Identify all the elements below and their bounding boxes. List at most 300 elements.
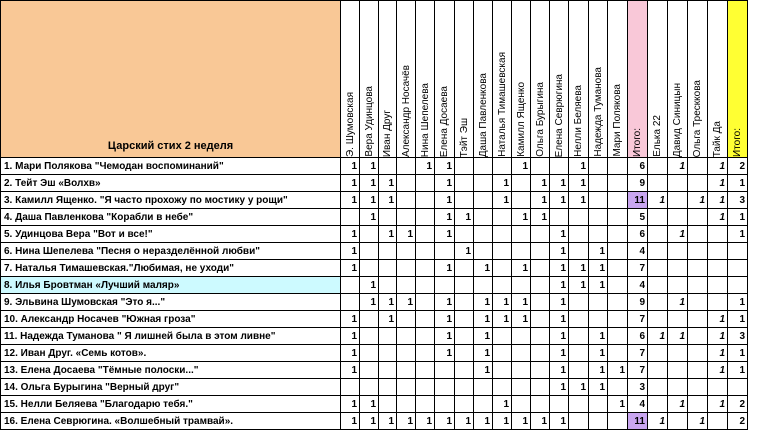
row-title[interactable]: 8. Илья Бровтман «Лучший маляр» bbox=[1, 277, 341, 294]
score-cell[interactable] bbox=[708, 294, 728, 311]
score-cell[interactable]: 1 bbox=[708, 158, 728, 175]
score-cell[interactable]: 1 bbox=[493, 294, 512, 311]
score-cell[interactable]: 1 bbox=[416, 158, 435, 175]
score-cell[interactable] bbox=[435, 379, 455, 396]
total-cell[interactable]: 7 bbox=[628, 345, 648, 362]
score-cell[interactable]: 1 bbox=[379, 175, 397, 192]
score-cell[interactable]: 1 bbox=[474, 362, 493, 379]
col-header[interactable]: Ольга Бурыгина bbox=[531, 1, 550, 158]
score-cell[interactable] bbox=[648, 175, 668, 192]
score-cell[interactable]: 1 bbox=[397, 413, 416, 430]
score-cell[interactable] bbox=[688, 209, 708, 226]
score-cell[interactable]: 1 bbox=[512, 311, 531, 328]
score-cell[interactable]: 1 bbox=[360, 192, 379, 209]
score-cell[interactable] bbox=[589, 396, 608, 413]
score-cell[interactable] bbox=[569, 396, 589, 413]
score-cell[interactable] bbox=[397, 175, 416, 192]
score-cell[interactable] bbox=[493, 277, 512, 294]
score-cell[interactable]: 1 bbox=[531, 192, 550, 209]
score-cell[interactable] bbox=[668, 362, 688, 379]
score-cell[interactable] bbox=[455, 277, 474, 294]
score-cell[interactable]: 1 bbox=[435, 328, 455, 345]
score-cell[interactable] bbox=[379, 379, 397, 396]
score-cell[interactable] bbox=[608, 379, 628, 396]
score-cell[interactable]: 1 bbox=[341, 243, 360, 260]
score-cell[interactable]: 1 bbox=[435, 158, 455, 175]
score-cell[interactable] bbox=[569, 362, 589, 379]
score-cell[interactable]: 1 bbox=[360, 209, 379, 226]
score-cell[interactable] bbox=[455, 362, 474, 379]
score-cell[interactable] bbox=[688, 260, 708, 277]
score-cell[interactable] bbox=[531, 277, 550, 294]
col-header[interactable]: Вера Удинцова bbox=[360, 1, 379, 158]
row-title[interactable]: 11. Надежда Туманова " Я лишней была в этом ливне" bbox=[1, 328, 341, 345]
col-header[interactable]: Наталья Тимашевская bbox=[493, 1, 512, 158]
score-cell[interactable] bbox=[455, 294, 474, 311]
score-cell[interactable] bbox=[531, 362, 550, 379]
score-cell[interactable]: 1 bbox=[435, 413, 455, 430]
score-cell[interactable]: 1 bbox=[688, 192, 708, 209]
score-cell[interactable] bbox=[435, 396, 455, 413]
score-cell[interactable]: 1 bbox=[569, 175, 589, 192]
score-cell[interactable] bbox=[455, 328, 474, 345]
score-cell[interactable] bbox=[397, 192, 416, 209]
score-cell[interactable]: 1 bbox=[708, 328, 728, 345]
col-header[interactable]: Александр Носачёв bbox=[397, 1, 416, 158]
score-cell[interactable]: 1 bbox=[512, 413, 531, 430]
score-cell[interactable] bbox=[531, 158, 550, 175]
score-cell[interactable] bbox=[668, 277, 688, 294]
score-cell[interactable]: 1 bbox=[668, 328, 688, 345]
score-cell[interactable]: 1 bbox=[589, 345, 608, 362]
score-cell[interactable] bbox=[416, 243, 435, 260]
total2-cell[interactable]: 2 bbox=[728, 158, 748, 175]
score-cell[interactable]: 1 bbox=[379, 226, 397, 243]
total2-cell[interactable]: 1 bbox=[728, 294, 748, 311]
score-cell[interactable] bbox=[708, 226, 728, 243]
score-cell[interactable] bbox=[474, 396, 493, 413]
score-cell[interactable]: 1 bbox=[379, 413, 397, 430]
total2-cell[interactable]: 1 bbox=[728, 209, 748, 226]
score-cell[interactable] bbox=[493, 226, 512, 243]
score-cell[interactable] bbox=[608, 345, 628, 362]
total2-cell[interactable]: 1 bbox=[728, 175, 748, 192]
score-cell[interactable] bbox=[416, 328, 435, 345]
score-cell[interactable] bbox=[550, 209, 569, 226]
score-cell[interactable] bbox=[474, 209, 493, 226]
score-cell[interactable] bbox=[608, 413, 628, 430]
score-cell[interactable] bbox=[550, 158, 569, 175]
score-cell[interactable]: 1 bbox=[512, 158, 531, 175]
score-cell[interactable]: 1 bbox=[668, 226, 688, 243]
score-cell[interactable]: 1 bbox=[455, 413, 474, 430]
score-cell[interactable] bbox=[668, 243, 688, 260]
score-cell[interactable] bbox=[379, 260, 397, 277]
total-cell[interactable]: 11 bbox=[628, 192, 648, 209]
score-cell[interactable] bbox=[474, 277, 493, 294]
col-header[interactable]: Ольга Тресккова bbox=[688, 1, 708, 158]
score-cell[interactable] bbox=[668, 260, 688, 277]
score-cell[interactable] bbox=[648, 158, 668, 175]
score-cell[interactable] bbox=[493, 345, 512, 362]
score-cell[interactable] bbox=[379, 362, 397, 379]
row-title[interactable]: 5. Удинцова Вера "Вот и все!" bbox=[1, 226, 341, 243]
row-title[interactable]: 3. Камилл Ященко. "Я часто прохожу по мостику у рощи" bbox=[1, 192, 341, 209]
score-cell[interactable]: 1 bbox=[493, 175, 512, 192]
total-cell[interactable]: 7 bbox=[628, 311, 648, 328]
score-cell[interactable]: 1 bbox=[379, 294, 397, 311]
score-cell[interactable]: 1 bbox=[435, 192, 455, 209]
total-cell[interactable]: 7 bbox=[628, 260, 648, 277]
score-cell[interactable] bbox=[512, 328, 531, 345]
score-cell[interactable]: 1 bbox=[341, 328, 360, 345]
score-cell[interactable] bbox=[648, 396, 668, 413]
score-cell[interactable] bbox=[531, 345, 550, 362]
score-cell[interactable] bbox=[397, 362, 416, 379]
score-cell[interactable] bbox=[474, 226, 493, 243]
score-cell[interactable]: 1 bbox=[341, 345, 360, 362]
score-cell[interactable] bbox=[688, 362, 708, 379]
score-cell[interactable]: 1 bbox=[341, 311, 360, 328]
score-cell[interactable] bbox=[688, 396, 708, 413]
score-cell[interactable] bbox=[648, 362, 668, 379]
score-cell[interactable] bbox=[608, 243, 628, 260]
score-cell[interactable] bbox=[569, 413, 589, 430]
score-cell[interactable]: 1 bbox=[668, 294, 688, 311]
score-cell[interactable]: 1 bbox=[550, 243, 569, 260]
score-cell[interactable] bbox=[688, 175, 708, 192]
score-cell[interactable]: 1 bbox=[550, 277, 569, 294]
score-cell[interactable] bbox=[416, 277, 435, 294]
score-cell[interactable] bbox=[531, 396, 550, 413]
score-cell[interactable]: 1 bbox=[512, 260, 531, 277]
score-cell[interactable] bbox=[569, 243, 589, 260]
score-cell[interactable]: 1 bbox=[569, 260, 589, 277]
score-cell[interactable] bbox=[416, 396, 435, 413]
score-cell[interactable]: 1 bbox=[435, 226, 455, 243]
score-cell[interactable] bbox=[416, 311, 435, 328]
score-cell[interactable] bbox=[379, 345, 397, 362]
score-cell[interactable] bbox=[531, 328, 550, 345]
score-cell[interactable]: 1 bbox=[569, 192, 589, 209]
score-cell[interactable]: 1 bbox=[550, 175, 569, 192]
score-cell[interactable] bbox=[668, 413, 688, 430]
score-cell[interactable] bbox=[668, 379, 688, 396]
score-cell[interactable] bbox=[474, 379, 493, 396]
total2-cell[interactable]: 1 bbox=[728, 311, 748, 328]
score-cell[interactable]: 1 bbox=[493, 396, 512, 413]
score-cell[interactable]: 1 bbox=[360, 294, 379, 311]
score-cell[interactable]: 1 bbox=[512, 294, 531, 311]
row-title[interactable]: 6. Нина Шепелева "Песня о неразделённой любви" bbox=[1, 243, 341, 260]
score-cell[interactable]: 1 bbox=[708, 396, 728, 413]
score-cell[interactable] bbox=[416, 209, 435, 226]
score-cell[interactable]: 1 bbox=[455, 243, 474, 260]
score-cell[interactable] bbox=[648, 311, 668, 328]
score-cell[interactable] bbox=[688, 226, 708, 243]
score-cell[interactable]: 1 bbox=[648, 192, 668, 209]
score-cell[interactable]: 1 bbox=[688, 413, 708, 430]
score-cell[interactable]: 1 bbox=[341, 260, 360, 277]
col-header[interactable]: Елена Досаева bbox=[435, 1, 455, 158]
col-header[interactable]: Нелли Беляева bbox=[569, 1, 589, 158]
col-header[interactable]: Елена Севрюгина bbox=[550, 1, 569, 158]
score-cell[interactable]: 1 bbox=[474, 294, 493, 311]
score-cell[interactable] bbox=[341, 277, 360, 294]
score-cell[interactable]: 1 bbox=[360, 396, 379, 413]
score-cell[interactable] bbox=[608, 209, 628, 226]
score-cell[interactable] bbox=[379, 243, 397, 260]
score-cell[interactable]: 1 bbox=[550, 226, 569, 243]
score-cell[interactable]: 1 bbox=[341, 175, 360, 192]
score-cell[interactable] bbox=[589, 192, 608, 209]
score-cell[interactable]: 1 bbox=[341, 362, 360, 379]
score-cell[interactable] bbox=[455, 396, 474, 413]
score-cell[interactable]: 1 bbox=[668, 396, 688, 413]
score-cell[interactable] bbox=[416, 379, 435, 396]
score-cell[interactable] bbox=[668, 209, 688, 226]
score-cell[interactable] bbox=[474, 175, 493, 192]
score-cell[interactable] bbox=[688, 158, 708, 175]
score-cell[interactable]: 1 bbox=[360, 158, 379, 175]
score-cell[interactable] bbox=[360, 243, 379, 260]
score-cell[interactable]: 1 bbox=[493, 413, 512, 430]
score-cell[interactable] bbox=[589, 175, 608, 192]
score-cell[interactable]: 1 bbox=[512, 209, 531, 226]
score-cell[interactable]: 1 bbox=[397, 226, 416, 243]
score-cell[interactable] bbox=[416, 362, 435, 379]
score-cell[interactable] bbox=[531, 243, 550, 260]
score-cell[interactable] bbox=[608, 158, 628, 175]
score-cell[interactable]: 1 bbox=[708, 362, 728, 379]
score-cell[interactable]: 1 bbox=[550, 362, 569, 379]
score-cell[interactable] bbox=[688, 243, 708, 260]
score-cell[interactable] bbox=[589, 158, 608, 175]
score-cell[interactable] bbox=[648, 294, 668, 311]
row-title[interactable]: 1. Мари Полякова "Чемодан воспоминаний" bbox=[1, 158, 341, 175]
row-title[interactable]: 4. Даша Павленкова "Корабли в небе" bbox=[1, 209, 341, 226]
score-cell[interactable]: 1 bbox=[474, 345, 493, 362]
score-cell[interactable]: 1 bbox=[379, 192, 397, 209]
row-title[interactable]: 15. Нелли Беляева "Благодарю тебя." bbox=[1, 396, 341, 413]
score-cell[interactable] bbox=[455, 175, 474, 192]
score-cell[interactable] bbox=[435, 243, 455, 260]
total2-cell[interactable]: 3 bbox=[728, 192, 748, 209]
score-cell[interactable] bbox=[360, 226, 379, 243]
score-cell[interactable]: 1 bbox=[379, 311, 397, 328]
score-cell[interactable]: 1 bbox=[474, 328, 493, 345]
score-cell[interactable] bbox=[512, 175, 531, 192]
score-cell[interactable]: 1 bbox=[550, 294, 569, 311]
total2-cell[interactable]: 1 bbox=[728, 362, 748, 379]
total2-cell[interactable] bbox=[728, 379, 748, 396]
score-cell[interactable] bbox=[379, 396, 397, 413]
score-cell[interactable] bbox=[688, 379, 708, 396]
total-cell[interactable]: 11 bbox=[628, 413, 648, 430]
score-cell[interactable] bbox=[531, 379, 550, 396]
row-title[interactable]: 2. Тейт Эш «Волхв» bbox=[1, 175, 341, 192]
score-cell[interactable] bbox=[397, 243, 416, 260]
score-cell[interactable] bbox=[435, 277, 455, 294]
row-title[interactable]: 7. Наталья Тимашевская."Любимая, не уходи" bbox=[1, 260, 341, 277]
col-header-total2[interactable]: Итого: bbox=[728, 1, 748, 158]
score-cell[interactable] bbox=[589, 294, 608, 311]
row-title[interactable]: 13. Елена Досаева "Тёмные полоски..." bbox=[1, 362, 341, 379]
total2-cell[interactable]: 3 bbox=[728, 328, 748, 345]
score-cell[interactable] bbox=[416, 192, 435, 209]
score-cell[interactable]: 1 bbox=[360, 277, 379, 294]
score-cell[interactable] bbox=[397, 260, 416, 277]
row-title[interactable]: 9. Эльвина Шумовская "Это я..." bbox=[1, 294, 341, 311]
score-cell[interactable]: 1 bbox=[531, 209, 550, 226]
score-cell[interactable] bbox=[360, 328, 379, 345]
score-cell[interactable]: 1 bbox=[550, 413, 569, 430]
score-cell[interactable]: 1 bbox=[474, 260, 493, 277]
score-cell[interactable] bbox=[688, 294, 708, 311]
score-cell[interactable] bbox=[531, 260, 550, 277]
total-cell[interactable]: 4 bbox=[628, 396, 648, 413]
score-cell[interactable] bbox=[708, 379, 728, 396]
score-cell[interactable] bbox=[474, 243, 493, 260]
score-cell[interactable] bbox=[341, 379, 360, 396]
score-cell[interactable] bbox=[397, 311, 416, 328]
score-cell[interactable]: 1 bbox=[435, 311, 455, 328]
score-cell[interactable] bbox=[531, 226, 550, 243]
score-cell[interactable]: 1 bbox=[455, 209, 474, 226]
score-cell[interactable]: 1 bbox=[341, 192, 360, 209]
score-cell[interactable] bbox=[569, 328, 589, 345]
score-cell[interactable] bbox=[512, 192, 531, 209]
score-cell[interactable]: 1 bbox=[550, 192, 569, 209]
score-cell[interactable]: 1 bbox=[668, 158, 688, 175]
score-cell[interactable] bbox=[455, 379, 474, 396]
score-cell[interactable] bbox=[416, 175, 435, 192]
score-cell[interactable] bbox=[455, 345, 474, 362]
score-cell[interactable] bbox=[397, 158, 416, 175]
score-cell[interactable] bbox=[397, 396, 416, 413]
total-cell[interactable]: 7 bbox=[628, 362, 648, 379]
score-cell[interactable] bbox=[688, 277, 708, 294]
score-cell[interactable] bbox=[608, 192, 628, 209]
score-cell[interactable] bbox=[668, 175, 688, 192]
score-cell[interactable] bbox=[512, 362, 531, 379]
score-cell[interactable] bbox=[648, 260, 668, 277]
score-cell[interactable]: 1 bbox=[589, 362, 608, 379]
score-cell[interactable] bbox=[397, 277, 416, 294]
score-cell[interactable] bbox=[569, 311, 589, 328]
score-cell[interactable] bbox=[493, 209, 512, 226]
total-cell[interactable]: 9 bbox=[628, 294, 648, 311]
col-header[interactable]: Надежда Туманова bbox=[589, 1, 608, 158]
score-cell[interactable]: 1 bbox=[493, 192, 512, 209]
col-header[interactable]: Даша Павленкова bbox=[474, 1, 493, 158]
total-cell[interactable]: 3 bbox=[628, 379, 648, 396]
score-cell[interactable]: 1 bbox=[474, 413, 493, 430]
total2-cell[interactable]: 2 bbox=[728, 413, 748, 430]
score-cell[interactable] bbox=[474, 192, 493, 209]
score-cell[interactable] bbox=[708, 277, 728, 294]
score-cell[interactable] bbox=[493, 328, 512, 345]
score-cell[interactable]: 1 bbox=[589, 277, 608, 294]
score-cell[interactable]: 1 bbox=[435, 294, 455, 311]
score-cell[interactable]: 1 bbox=[708, 192, 728, 209]
col-header[interactable]: Э. Шумовская bbox=[341, 1, 360, 158]
score-cell[interactable]: 1 bbox=[341, 396, 360, 413]
score-cell[interactable] bbox=[360, 379, 379, 396]
score-cell[interactable] bbox=[379, 277, 397, 294]
score-cell[interactable]: 1 bbox=[360, 413, 379, 430]
col-header[interactable]: Иван Друг bbox=[379, 1, 397, 158]
score-cell[interactable] bbox=[435, 362, 455, 379]
score-cell[interactable] bbox=[569, 294, 589, 311]
score-cell[interactable] bbox=[608, 328, 628, 345]
score-cell[interactable]: 1 bbox=[708, 209, 728, 226]
score-cell[interactable] bbox=[360, 362, 379, 379]
score-cell[interactable] bbox=[455, 192, 474, 209]
score-cell[interactable] bbox=[360, 260, 379, 277]
score-cell[interactable] bbox=[397, 328, 416, 345]
score-cell[interactable]: 1 bbox=[569, 379, 589, 396]
score-cell[interactable]: 1 bbox=[550, 311, 569, 328]
score-cell[interactable] bbox=[416, 345, 435, 362]
score-cell[interactable] bbox=[379, 328, 397, 345]
total-cell[interactable]: 5 bbox=[628, 209, 648, 226]
score-cell[interactable] bbox=[341, 294, 360, 311]
col-header[interactable]: Нина Шепелева bbox=[416, 1, 435, 158]
score-cell[interactable] bbox=[493, 379, 512, 396]
score-cell[interactable] bbox=[455, 260, 474, 277]
total2-cell[interactable] bbox=[728, 260, 748, 277]
score-cell[interactable] bbox=[397, 345, 416, 362]
score-cell[interactable] bbox=[608, 294, 628, 311]
score-cell[interactable]: 1 bbox=[708, 175, 728, 192]
score-cell[interactable] bbox=[708, 260, 728, 277]
col-header[interactable]: Мари Полякова bbox=[608, 1, 628, 158]
score-cell[interactable] bbox=[668, 345, 688, 362]
score-cell[interactable] bbox=[531, 311, 550, 328]
score-cell[interactable]: 1 bbox=[550, 328, 569, 345]
score-cell[interactable] bbox=[708, 413, 728, 430]
score-cell[interactable] bbox=[648, 379, 668, 396]
score-cell[interactable]: 1 bbox=[550, 379, 569, 396]
score-cell[interactable] bbox=[493, 243, 512, 260]
score-cell[interactable] bbox=[589, 209, 608, 226]
score-cell[interactable]: 1 bbox=[589, 243, 608, 260]
total2-cell[interactable] bbox=[728, 243, 748, 260]
score-cell[interactable]: 1 bbox=[550, 345, 569, 362]
total2-cell[interactable] bbox=[728, 277, 748, 294]
score-cell[interactable] bbox=[708, 243, 728, 260]
row-title[interactable]: 14. Ольга Бурыгина "Верный друг" bbox=[1, 379, 341, 396]
score-cell[interactable]: 1 bbox=[341, 158, 360, 175]
total-cell[interactable]: 6 bbox=[628, 226, 648, 243]
score-cell[interactable] bbox=[341, 209, 360, 226]
score-cell[interactable]: 1 bbox=[708, 345, 728, 362]
score-cell[interactable]: 1 bbox=[531, 175, 550, 192]
score-cell[interactable] bbox=[648, 277, 668, 294]
score-cell[interactable] bbox=[688, 328, 708, 345]
score-cell[interactable] bbox=[569, 345, 589, 362]
score-cell[interactable]: 1 bbox=[435, 345, 455, 362]
score-cell[interactable]: 1 bbox=[341, 226, 360, 243]
col-header[interactable]: Давид Синицын bbox=[668, 1, 688, 158]
total-cell[interactable]: 6 bbox=[628, 158, 648, 175]
score-cell[interactable] bbox=[493, 260, 512, 277]
score-cell[interactable] bbox=[360, 345, 379, 362]
score-cell[interactable]: 1 bbox=[360, 175, 379, 192]
total-cell[interactable]: 9 bbox=[628, 175, 648, 192]
score-cell[interactable] bbox=[455, 311, 474, 328]
